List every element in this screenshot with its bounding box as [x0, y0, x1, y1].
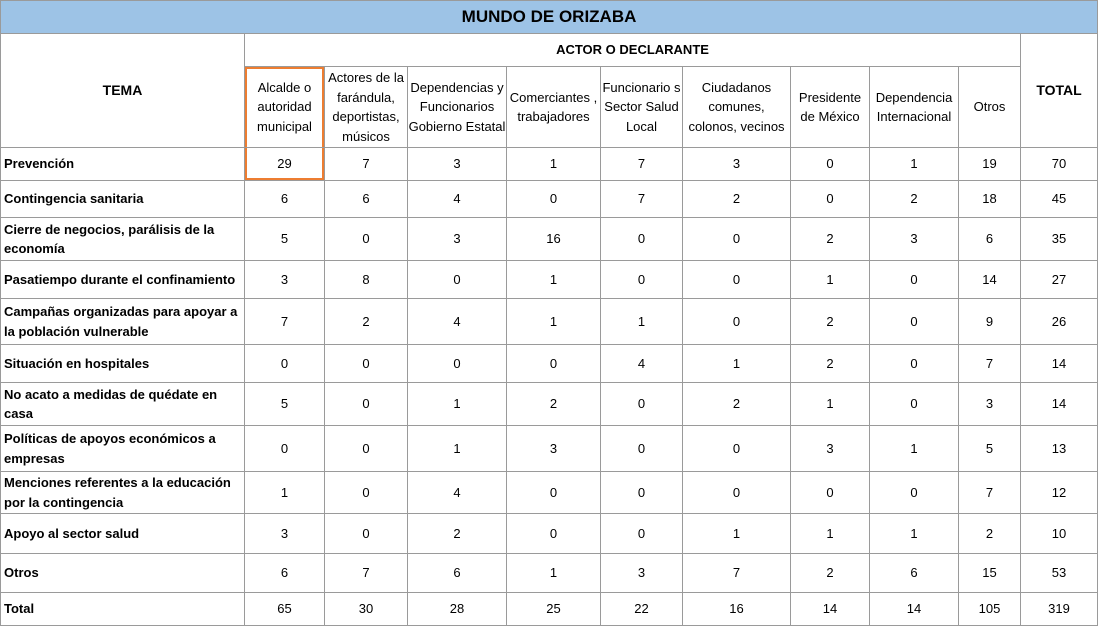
value-cell: 6	[959, 218, 1021, 261]
value-cell: 4	[408, 181, 507, 218]
value-cell: 0	[791, 181, 870, 218]
table-row	[1, 261, 1098, 299]
value-cell: 0	[870, 383, 959, 426]
value-cell: 2	[683, 383, 791, 426]
value-cell: 0	[245, 426, 325, 472]
value-cell: 0	[325, 472, 408, 514]
value-cell: 0	[601, 383, 683, 426]
value-cell: 1	[245, 472, 325, 514]
value-cell: 14	[959, 261, 1021, 299]
value-cell: 22	[601, 593, 683, 626]
value-cell: 1	[507, 261, 601, 299]
column-header-2: Dependencias y Funcionarios Gobierno Estatal	[408, 67, 507, 148]
column-header-6: Presidente de México	[791, 67, 870, 148]
value-cell: 4	[408, 472, 507, 514]
value-cell: 0	[601, 472, 683, 514]
value-cell: 1	[870, 148, 959, 181]
value-cell: 19	[959, 148, 1021, 181]
value-cell: 0	[870, 472, 959, 514]
value-cell: 7	[245, 299, 325, 345]
value-cell: 0	[601, 426, 683, 472]
row-label: Contingencia sanitaria	[1, 181, 245, 218]
value-cell: 0	[683, 426, 791, 472]
row-total-cell: 27	[1021, 261, 1098, 299]
value-cell: 2	[959, 514, 1021, 554]
value-cell: 6	[245, 181, 325, 218]
value-cell: 0	[601, 514, 683, 554]
value-cell: 2	[791, 218, 870, 261]
value-cell: 5	[245, 218, 325, 261]
value-cell: 2	[683, 181, 791, 218]
value-cell: 2	[870, 181, 959, 218]
table-row	[1, 299, 1098, 345]
value-cell: 0	[507, 345, 601, 383]
value-cell: 3	[245, 514, 325, 554]
row-total-cell: 12	[1021, 472, 1098, 514]
value-cell: 6	[245, 554, 325, 593]
row-label: Situación en hospitales	[1, 345, 245, 383]
row-total-cell: 10	[1021, 514, 1098, 554]
value-cell: 18	[959, 181, 1021, 218]
total-header: TOTAL	[1021, 34, 1098, 148]
row-total-cell: 26	[1021, 299, 1098, 345]
value-cell: 2	[791, 299, 870, 345]
table-row	[1, 345, 1098, 383]
column-header-1: Actores de la farándula, deportistas, músicos	[325, 67, 408, 148]
value-cell: 1	[870, 426, 959, 472]
value-cell: 3	[683, 148, 791, 181]
row-label: Campañas organizadas para apoyar a la población vulnerable	[1, 299, 245, 345]
table-row	[1, 472, 1098, 514]
table-row	[1, 218, 1098, 261]
value-cell: 30	[325, 593, 408, 626]
value-cell: 0	[325, 218, 408, 261]
table-row	[1, 148, 1098, 181]
actor-group-header: ACTOR O DECLARANTE	[245, 34, 1021, 67]
row-label: No acato a medidas de quédate en casa	[1, 383, 245, 426]
row-total-cell: 14	[1021, 383, 1098, 426]
table-row	[1, 554, 1098, 593]
value-cell: 0	[683, 472, 791, 514]
value-cell: 1	[507, 554, 601, 593]
value-cell: 1	[683, 514, 791, 554]
value-cell: 0	[325, 514, 408, 554]
column-header-5: Ciudadanos comunes, colonos, vecinos	[683, 67, 791, 148]
value-cell: 1	[408, 383, 507, 426]
row-total-cell: 45	[1021, 181, 1098, 218]
table-row	[1, 593, 1098, 626]
value-cell: 0	[683, 261, 791, 299]
row-total-cell: 53	[1021, 554, 1098, 593]
value-cell: 2	[408, 514, 507, 554]
table-title: MUNDO DE ORIZABA	[1, 1, 1098, 34]
row-label: Pasatiempo durante el confinamiento	[1, 261, 245, 299]
value-cell: 1	[791, 383, 870, 426]
value-cell: 7	[601, 181, 683, 218]
value-cell: 1	[791, 261, 870, 299]
value-cell: 2	[791, 554, 870, 593]
value-cell: 7	[601, 148, 683, 181]
value-cell: 28	[408, 593, 507, 626]
value-cell: 0	[601, 261, 683, 299]
column-header-3: Comerciantes , trabajadores	[507, 67, 601, 148]
value-cell: 0	[870, 345, 959, 383]
value-cell: 2	[791, 345, 870, 383]
value-cell: 1	[791, 514, 870, 554]
tema-header: TEMA	[1, 34, 245, 148]
value-cell: 6	[325, 181, 408, 218]
value-cell: 0	[791, 148, 870, 181]
value-cell: 7	[959, 472, 1021, 514]
value-cell: 0	[791, 472, 870, 514]
value-cell: 16	[683, 593, 791, 626]
value-cell: 15	[959, 554, 1021, 593]
value-cell: 105	[959, 593, 1021, 626]
table-row	[1, 181, 1098, 218]
value-cell: 1	[507, 299, 601, 345]
value-cell: 3	[408, 148, 507, 181]
value-cell: 3	[507, 426, 601, 472]
value-cell: 7	[683, 554, 791, 593]
value-cell: 16	[507, 218, 601, 261]
row-label: Políticas de apoyos económicos a empresas	[1, 426, 245, 472]
value-cell: 0	[870, 299, 959, 345]
value-cell: 2	[507, 383, 601, 426]
table-row	[1, 514, 1098, 554]
value-cell: 0	[507, 181, 601, 218]
value-cell: 1	[683, 345, 791, 383]
value-cell: 9	[959, 299, 1021, 345]
value-cell: 29	[245, 148, 325, 181]
row-label: Prevención	[1, 148, 245, 181]
value-cell: 1	[870, 514, 959, 554]
value-cell: 0	[408, 345, 507, 383]
value-cell: 8	[325, 261, 408, 299]
value-cell: 4	[601, 345, 683, 383]
value-cell: 7	[959, 345, 1021, 383]
value-cell: 14	[791, 593, 870, 626]
value-cell: 5	[245, 383, 325, 426]
value-cell: 3	[601, 554, 683, 593]
value-cell: 2	[325, 299, 408, 345]
row-total-cell: 319	[1021, 593, 1098, 626]
value-cell: 65	[245, 593, 325, 626]
value-cell: 1	[507, 148, 601, 181]
value-cell: 14	[870, 593, 959, 626]
value-cell: 0	[870, 261, 959, 299]
value-cell: 0	[325, 383, 408, 426]
column-header-8: Otros	[959, 67, 1021, 148]
value-cell: 3	[959, 383, 1021, 426]
value-cell: 0	[601, 218, 683, 261]
table-row	[1, 426, 1098, 472]
row-total-cell: 14	[1021, 345, 1098, 383]
value-cell: 5	[959, 426, 1021, 472]
value-cell: 3	[408, 218, 507, 261]
column-header-7: Dependencia Internacional	[870, 67, 959, 148]
row-total-cell: 35	[1021, 218, 1098, 261]
value-cell: 0	[245, 345, 325, 383]
column-header-4: Funcionario s Sector Salud Local	[601, 67, 683, 148]
value-cell: 3	[245, 261, 325, 299]
value-cell: 1	[601, 299, 683, 345]
value-cell: 6	[870, 554, 959, 593]
value-cell: 0	[683, 218, 791, 261]
value-cell: 6	[408, 554, 507, 593]
value-cell: 0	[507, 472, 601, 514]
value-cell: 0	[325, 345, 408, 383]
table-body	[1, 148, 1098, 626]
table-row	[1, 383, 1098, 426]
value-cell: 4	[408, 299, 507, 345]
value-cell: 0	[325, 426, 408, 472]
value-cell: 7	[325, 148, 408, 181]
value-cell: 0	[683, 299, 791, 345]
row-total-cell: 13	[1021, 426, 1098, 472]
row-total-cell: 70	[1021, 148, 1098, 181]
column-header-0: Alcalde o autoridad municipal	[245, 67, 325, 148]
row-label: Menciones referentes a la educación por la contingencia	[1, 472, 245, 514]
value-cell: 0	[507, 514, 601, 554]
value-cell: 1	[408, 426, 507, 472]
value-cell: 25	[507, 593, 601, 626]
row-label: Apoyo al sector salud	[1, 514, 245, 554]
row-label: Total	[1, 593, 245, 626]
value-cell: 3	[870, 218, 959, 261]
row-label: Cierre de negocios, parálisis de la economía	[1, 218, 245, 261]
value-cell: 0	[408, 261, 507, 299]
row-label: Otros	[1, 554, 245, 593]
value-cell: 3	[791, 426, 870, 472]
value-cell: 7	[325, 554, 408, 593]
